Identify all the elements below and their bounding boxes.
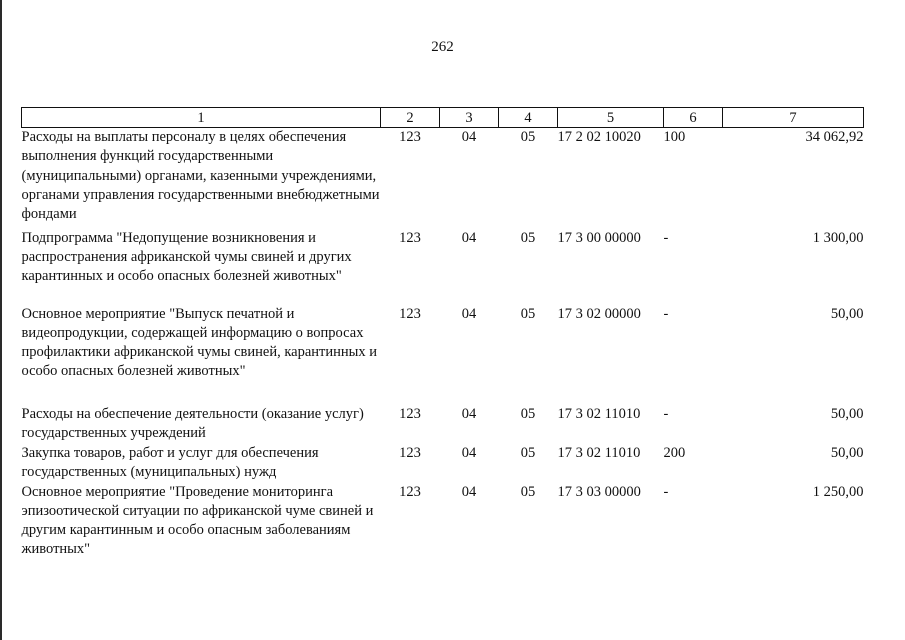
budget-table bbox=[21, 107, 864, 561]
row-grbs: 123 bbox=[399, 483, 421, 500]
row-pr: 05 bbox=[520, 444, 536, 461]
table-header-row bbox=[22, 108, 864, 128]
row-name: Расходы на обеспечение деятельности (оказание услуг) государственных учреждений bbox=[21, 405, 364, 441]
row-pr: 05 bbox=[520, 483, 536, 500]
row-vr: - bbox=[663, 229, 669, 246]
table-row bbox=[22, 405, 864, 444]
row-grbs: 123 bbox=[399, 229, 421, 246]
row-grbs: 123 bbox=[399, 129, 421, 145]
row-name: Основное мероприятие "Проведение мониторинга эпизоотической ситуации по африканской чуме свиней и другим карантинным и особо опасным заболеваниям животных" bbox=[21, 483, 374, 558]
row-pr: 05 bbox=[520, 129, 536, 145]
row-sum: 1 250,00 bbox=[812, 483, 864, 500]
row-csr: 17 3 03 00000 bbox=[557, 483, 641, 500]
column-header: 6 bbox=[664, 108, 723, 128]
table-row bbox=[22, 305, 864, 405]
column-header: 1 bbox=[22, 108, 381, 128]
row-rz: 04 bbox=[461, 444, 477, 461]
page-left-edge bbox=[0, 0, 2, 640]
row-sum: 50,00 bbox=[830, 405, 864, 422]
row-grbs: 123 bbox=[399, 305, 421, 322]
row-rz: 04 bbox=[461, 483, 477, 500]
column-header: 2 bbox=[381, 108, 440, 128]
row-grbs: 123 bbox=[399, 405, 421, 422]
row-name: Расходы на выплаты персоналу в целях обеспечения выполнения функций государственными (муниципальными) органами, казенными учреждениями, органами управления государственными внебюджетными фондами bbox=[21, 129, 380, 223]
table-row bbox=[22, 444, 864, 483]
row-sum: 1 300,00 bbox=[812, 229, 864, 246]
row-sum: 50,00 bbox=[830, 305, 864, 322]
row-pr: 05 bbox=[520, 229, 536, 246]
row-name: Подпрограмма "Недопущение возникновения и распространения африканской чумы свиней и других карантинных и особо опасных болезней животных" bbox=[21, 229, 352, 285]
row-rz: 04 bbox=[461, 129, 477, 145]
column-header: 5 bbox=[558, 108, 664, 128]
column-header: 3 bbox=[440, 108, 499, 128]
row-pr: 05 bbox=[520, 305, 536, 322]
table-row bbox=[22, 483, 864, 561]
row-vr: - bbox=[663, 483, 669, 500]
row-name: Закупка товаров, работ и услуг для обеспечения государственных (муниципальных) нужд bbox=[21, 444, 319, 480]
row-grbs: 123 bbox=[399, 444, 421, 461]
column-header: 7 bbox=[723, 108, 864, 128]
row-csr: 17 3 02 11010 bbox=[557, 405, 641, 422]
row-vr: - bbox=[663, 305, 669, 322]
page-number: 262 bbox=[431, 39, 454, 55]
row-rz: 04 bbox=[461, 229, 477, 246]
row-name: Основное мероприятие "Выпуск печатной и видеопродукции, содержащей информацию о вопросах профилактики африканской чумы свиней, карантинных и особо опасных болезней животных" bbox=[21, 305, 378, 380]
row-vr: - bbox=[663, 405, 669, 422]
column-header: 4 bbox=[499, 108, 558, 128]
row-csr: 17 3 00 00000 bbox=[557, 229, 641, 246]
table-row bbox=[22, 128, 864, 229]
table-row bbox=[22, 229, 864, 305]
row-rz: 04 bbox=[461, 405, 477, 422]
row-csr: 17 3 02 00000 bbox=[557, 305, 641, 322]
row-vr: 100 bbox=[663, 129, 686, 145]
row-csr: 17 2 02 10020 bbox=[557, 129, 641, 145]
row-rz: 04 bbox=[461, 305, 477, 322]
row-vr: 200 bbox=[663, 444, 686, 461]
row-sum: 50,00 bbox=[830, 444, 864, 461]
row-pr: 05 bbox=[520, 405, 536, 422]
row-sum: 34 062,92 bbox=[805, 129, 864, 145]
row-csr: 17 3 02 11010 bbox=[557, 444, 641, 461]
